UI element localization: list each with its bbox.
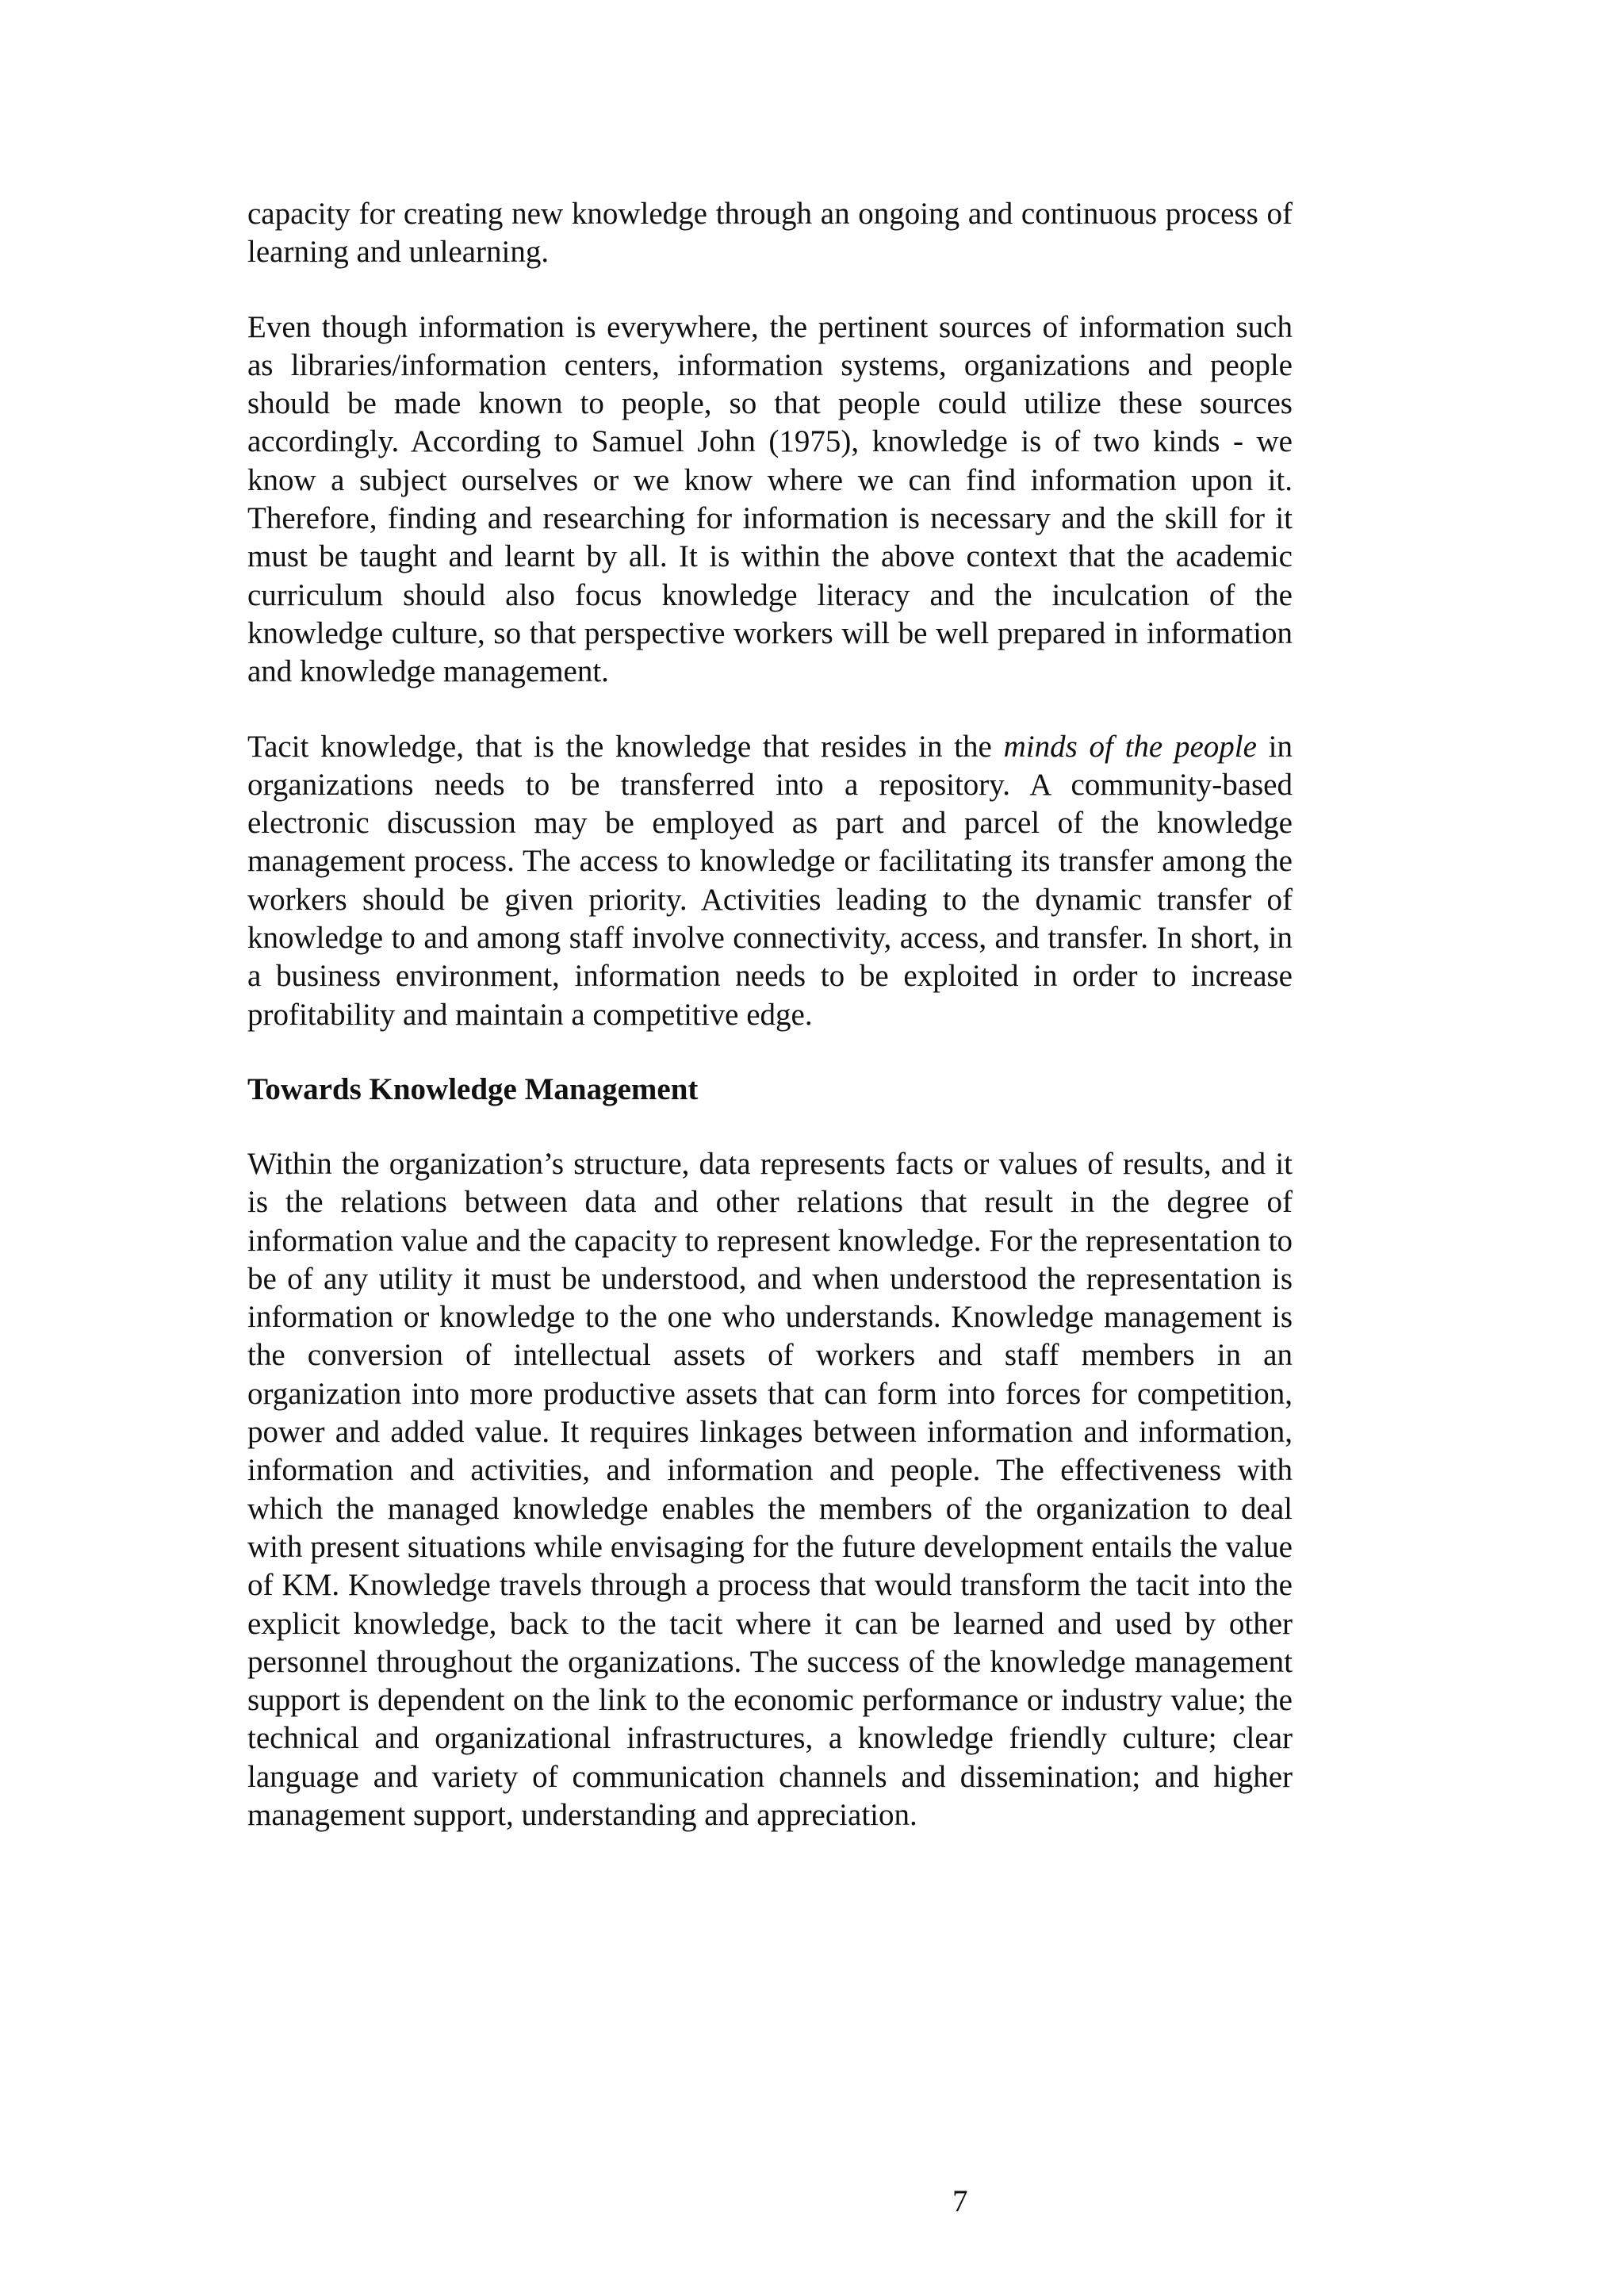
tacit-text-italic: minds of the people: [1003, 729, 1257, 764]
paragraph-information-sources: Even though information is everywhere, the pertinent sources of information such as libraries/information centers, information systems, organizations and people should be made known to people, so that people could utilize these sources accordingly. According to Samuel John (1975), knowledge is of two kinds - we know a subject ourselves or we know where we can find information upon it. Therefore, finding and researching for information is necessary and the skill for it must be taught and learnt by all. It is within the above context that the academic curriculum should also focus knowledge literacy and the inculcation of the knowledge culture, so that perspective workers will be well prepared in information and knowledge management.: [247, 309, 1293, 689]
tacit-text-end: in organizations needs to be transferred into a repository. A community-based electronic discussion may be employed as part and parcel of the knowledge management process. The access to knowledge or facilitating its transfer among the workers should be given priority. Activities leading to the dynamic transfer of knowledge to and among staff involve connectivity, access, and transfer. In short, in a business environment, information needs to be exploited in order to increase profitability and maintain a competitive edge.: [247, 729, 1293, 1032]
paragraph-knowledge-management: Within the organization’s structure, data represents facts or values of results, and it is the relations between data and other relations that result in the degree of information value and the capacity to represent knowledge. For the representation to be of any utility it must be understood, and when understood the representation is information or knowledge to the one who understands. Knowledge management is the conversion of intellectual assets of workers and staff members in an organization into more productive assets that can form into forces for competition, power and added value. It requires linkages between information and information, information and activities, and information and people. The effectiveness with which the managed knowledge enables the members of the organization to deal with present situations while envisaging for the future development entails the value of KM. Knowledge travels through a process that would transform the tacit into the explicit knowledge, back to the tacit where it can be learned and used by other personnel throughout the organizations. The success of the knowledge management support is dependent on the link to the economic performance or industry value; the technical and organizational infrastructures, a knowledge friendly culture; clear language and variety of communication channels and dissemination; and higher management support, understanding and appreciation.: [247, 1146, 1293, 1832]
paragraph-tacit-knowledge: [247, 728, 1293, 1034]
page-number: 7: [952, 2184, 968, 2218]
paragraph-continuation: capacity for creating new knowledge through an ongoing and continuous process of learning and unlearning.: [247, 197, 1293, 270]
page-body: [247, 195, 1293, 1871]
tacit-text-start: Tacit knowledge, that is the knowledge that resides in the: [247, 729, 1004, 764]
section-heading: Towards Knowledge Management: [247, 1071, 699, 1106]
